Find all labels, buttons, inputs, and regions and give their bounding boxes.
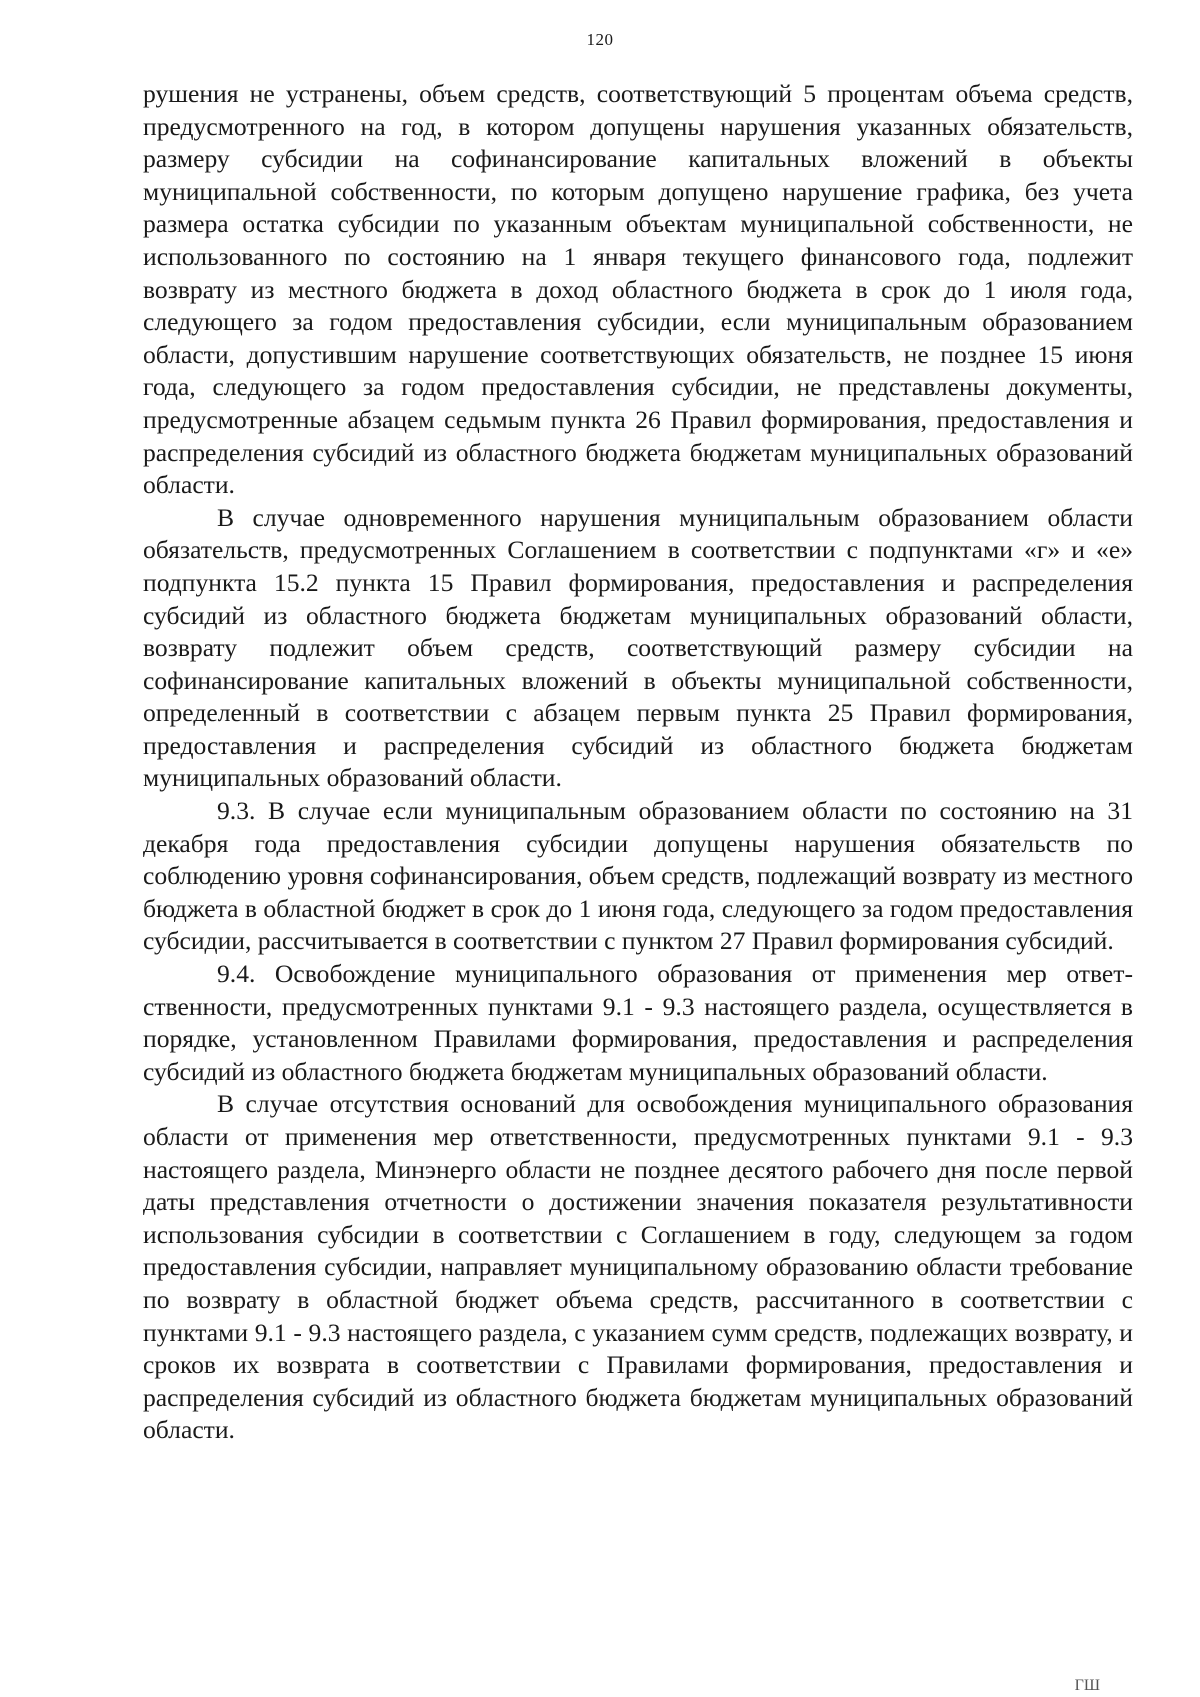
corner-mark: ГШ — [1074, 1677, 1100, 1694]
paragraph-continuation: рушения не устранены, объем средств, соответствующий 5 процентам объема средств, предусмотренного на год, в котором допущены нарушения указанных обязательств, размеру субсидии на софинансирование капитальных вложений в объекты муниципальной собственности, по которым допущено нарушение графика, без учета размера остатка субсидии по указанным объектам муниципальной собственности, не использованного по состоянию на 1 января текущего финансового года, подлежит возврату из местного бюджета в доход областного бюджета в срок до 1 июля года, следующего за годом предоставления субсидии, если муниципальным образованием области, допустившим нарушение соответствующих обязательств, не позднее 15 июня года, следующего за годом предоставления субсидии, не представлены документы, предусмотренные абзацем седьмым пункта 26 Правил формирования, предоставления и распределения субсидий из областного бюджета бюджетам муниципальных образований области. — [143, 79, 1133, 500]
paragraph-simultaneous-violation: В случае одновременного нарушения муниципальным образованием области обязательств, предусмотренных Соглашением в соответствии с подпунктами «г» и «е» подпункта 15.2 пункта 15 Правил формирования, предоставления и распределения субсидий из областного бюджета бюджетам муниципальных образований области, возврату подлежит объем средств, соответствующий размеру субсидии на софинансирование капитальных вложений в объекты муниципальной собственности, определенный в соответствии с абзацем первым пункта 25 Правил формирования, предоставления и распределения субсидий из областного бюджета бюджетам муниципальных образований области. — [143, 502, 1133, 793]
paragraph-9-3: 9.3. В случае если муниципальным образованием области по состоянию на 31 декабря года предоставления субсидии допущены нарушения обязательств по соблюдению уровня софинансирования, объем средств, подлежащий возврату из местного бюджета в областной бюджет в срок до 1 июня года, следующего за годом предоставления субсидии, рассчитывается в соответствии с пунктом 27 Правил формирования субсидий. — [143, 796, 1133, 956]
document-body — [143, 78, 1133, 1447]
paragraph-no-exemption: В случае отсутствия оснований для освобождения муниципального образования области от применения мер ответственности, предусмотренных пунктами 9.1 - 9.3 настоящего раздела, Минэнерго области не позднее десятого рабочего дня после первой даты представления отчетности о достижении значения показателя результативности использования субсидии в соответствии с Соглашением в году, следующем за годом предоставления субсидии, направляет муниципальному образованию области требование по возврату в областной бюджет объема средств, рассчитанного в соответствии с пунктами 9.1 - 9.3 настоящего раздела, с указанием сумм средств, подлежащих возврату, и сроков их возврата в соответствии с Правилами формирования, предоставления и распределения субсидий из областного бюджета бюджетам муниципальных образований области. — [143, 1089, 1133, 1445]
paragraph-9-4: 9.4. Освобождение муниципального образования от применения мер ответственности, предусмотренных пунктами 9.1 - 9.3 настоящего раздела, осуществляется в порядке, установленном Правилами формирования, предоставления и распределения субсидий из областного бюджета бюджетам муниципальных образований области. — [143, 959, 1133, 1086]
page-number: 120 — [586, 30, 614, 49]
